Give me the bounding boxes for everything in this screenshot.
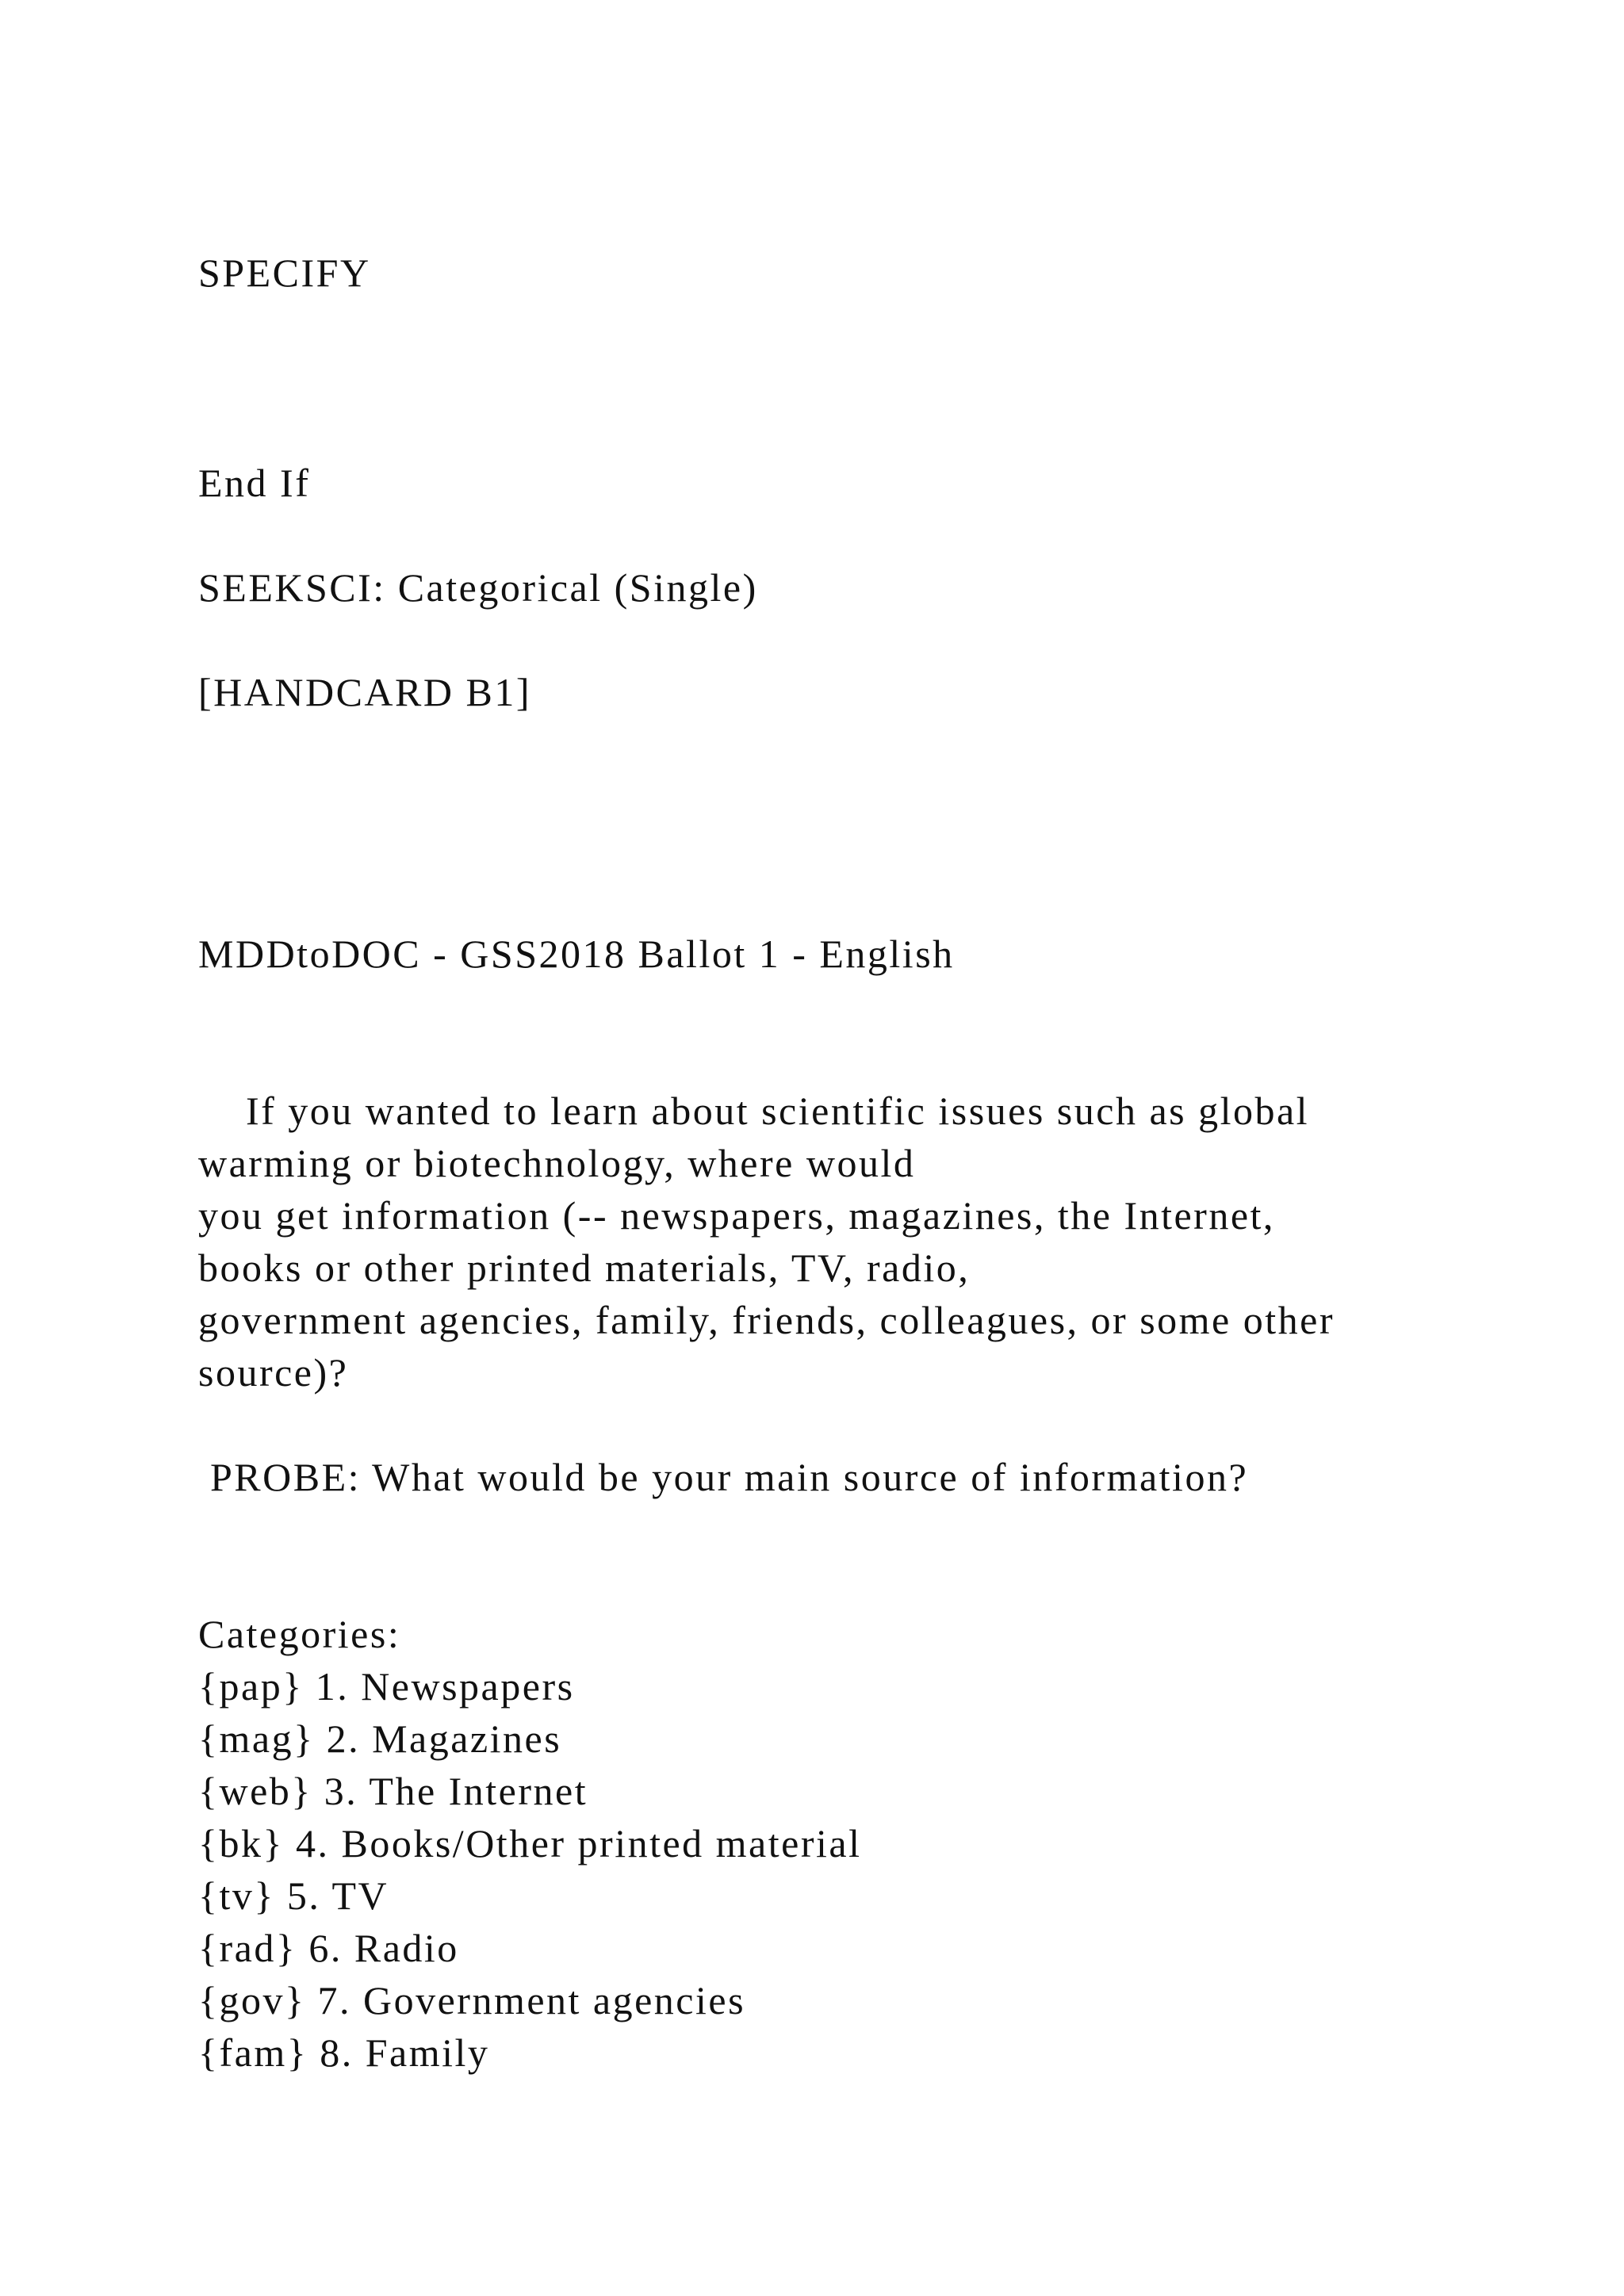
question-line: books or other printed materials, TV, radio, — [198, 1246, 971, 1290]
category-item: {tv} 5. TV — [198, 1873, 389, 1918]
category-item: {web} 3. The Internet — [198, 1769, 588, 1813]
category-item: {pap} 1. Newspapers — [198, 1664, 575, 1709]
question-line: source)? — [198, 1350, 349, 1395]
category-item: {bk} 4. Books/Other printed material — [198, 1821, 862, 1866]
handcard-label: [HANDCARD B1] — [198, 670, 531, 714]
category-item: {fam} 8. Family — [198, 2030, 490, 2075]
question-line: If you wanted to learn about scientific issues such as global — [198, 1089, 1310, 1133]
end-if-text: End If — [198, 461, 311, 505]
variable-heading: SEEKSCI: Categorical (Single) — [198, 565, 758, 610]
question-line: you get information (-- newspapers, magazines, the Internet, — [198, 1193, 1275, 1238]
category-item: {gov} 7. Government agencies — [198, 1978, 746, 2022]
category-item: {mag} 2. Magazines — [198, 1716, 562, 1761]
probe-text: PROBE: What would be your main source of information? — [198, 1455, 1249, 1499]
category-item: {rad} 6. Radio — [198, 1926, 459, 1970]
question-line: government agencies, family, friends, colleagues, or some other — [198, 1298, 1335, 1342]
specify-text: SPECIFY — [198, 251, 371, 295]
question-line: warming or biotechnology, where would — [198, 1141, 916, 1185]
document-header: MDDtoDOC - GSS2018 Ballot 1 - English — [198, 932, 955, 976]
categories-label: Categories: — [198, 1612, 401, 1656]
